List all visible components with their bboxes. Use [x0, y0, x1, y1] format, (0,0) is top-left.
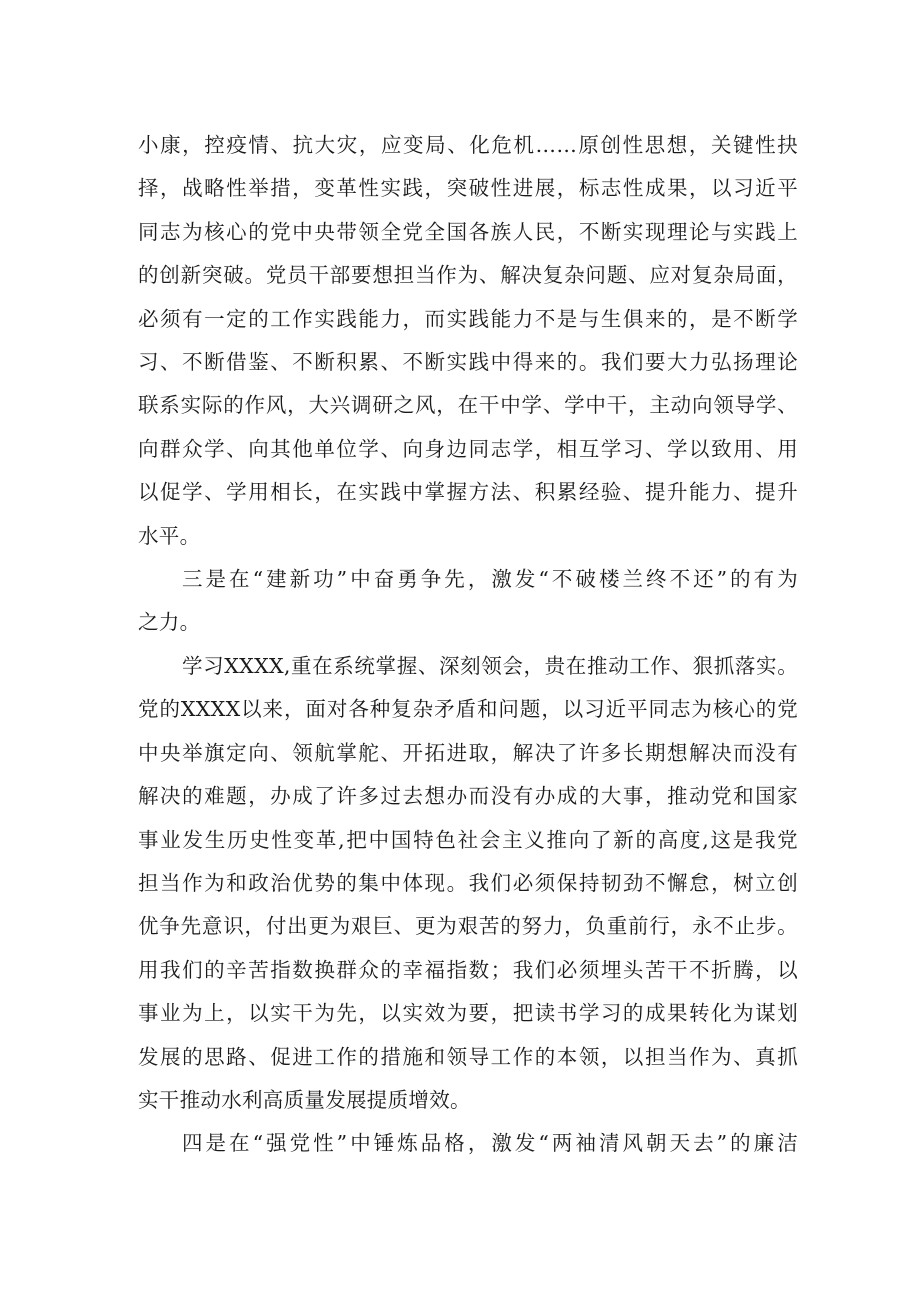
text-line: 以促学、学用相长，在实践中掌握方法、积累经验、提升能力、提升 [138, 480, 798, 505]
text-line: 用我们的辛苦指数换群众的幸福指数；我们必须埋头苦干不折腾，以 [138, 957, 798, 982]
text-line: 习、不断借鉴、不断积累、不断实践中得来的。我们要大力弘扬理论 [138, 350, 798, 375]
text-line: 发展的思路、促进工作的措施和领导工作的本领，以担当作为、真抓 [138, 1044, 798, 1069]
paragraph-2 [138, 558, 798, 645]
text-line: 的创新突破。党员干部要想担当作为、解决复杂问题、应对复杂局面， [138, 263, 798, 288]
text-line: 择，战略性举措，变革性实践，突破性进展，标志性成果，以习近平 [138, 176, 798, 201]
text-line: 之力。 [138, 610, 201, 635]
text-line: 联系实际的作风，大兴调研之风，在干中学、学中干，主动向领导学、 [138, 393, 798, 418]
text-line: 四是在“强党性”中锤炼品格，激发“两袖清风朝天去”的廉洁 [182, 1131, 798, 1156]
text-line: 学习XXXX,重在系统掌握、深刻领会，贵在推动工作、狠抓落实。 [182, 653, 798, 678]
paragraph-4 [138, 1122, 798, 1165]
text-line: 三是在“建新功”中奋勇争先，激发“不破楼兰终不还”的有为 [182, 567, 798, 592]
text-line: 同志为核心的党中央带领全党全国各族人民，不断实现理论与实践上 [138, 219, 798, 244]
text-line: 小康，控疫情、抗大灾，应变局、化危机……原创性思想，关键性抉 [138, 133, 798, 157]
text-line: 向群众学、向其他单位学、向身边同志学，相互学习、学以致用、用 [138, 436, 798, 461]
text-line: 优争先意识，付出更为艰巨、更为艰苦的努力，负重前行，永不止步。 [138, 914, 798, 939]
text-line: 中央举旗定向、领航掌舵、开拓进取，解决了许多长期想解决而没有 [138, 740, 798, 765]
text-line: 实干推动水利高质量发展提质增效。 [138, 1087, 471, 1112]
text-line: 解决的难题，办成了许多过去想办而没有办成的大事，推动党和国家 [138, 784, 798, 809]
text-line: 党的XXXX以来，面对各种复杂矛盾和问题，以习近平同志为核心的党 [138, 697, 798, 722]
paragraph-1 [138, 124, 798, 558]
text-line: 必须有一定的工作实践能力，而实践能力不是与生俱来的，是不断学 [138, 306, 798, 331]
text-line: 水平。 [138, 523, 201, 548]
paragraph-3 [138, 645, 798, 1122]
text-line: 事业发生历史性变革,把中国特色社会主义推向了新的高度,这是我党 [138, 827, 798, 852]
text-line: 担当作为和政治优势的集中体现。我们必须保持韧劲不懈怠，树立创 [138, 870, 798, 895]
text-line: 事业为上，以实干为先，以实效为要，把读书学习的成果转化为谋划 [138, 1001, 798, 1026]
document-body [138, 124, 798, 1166]
